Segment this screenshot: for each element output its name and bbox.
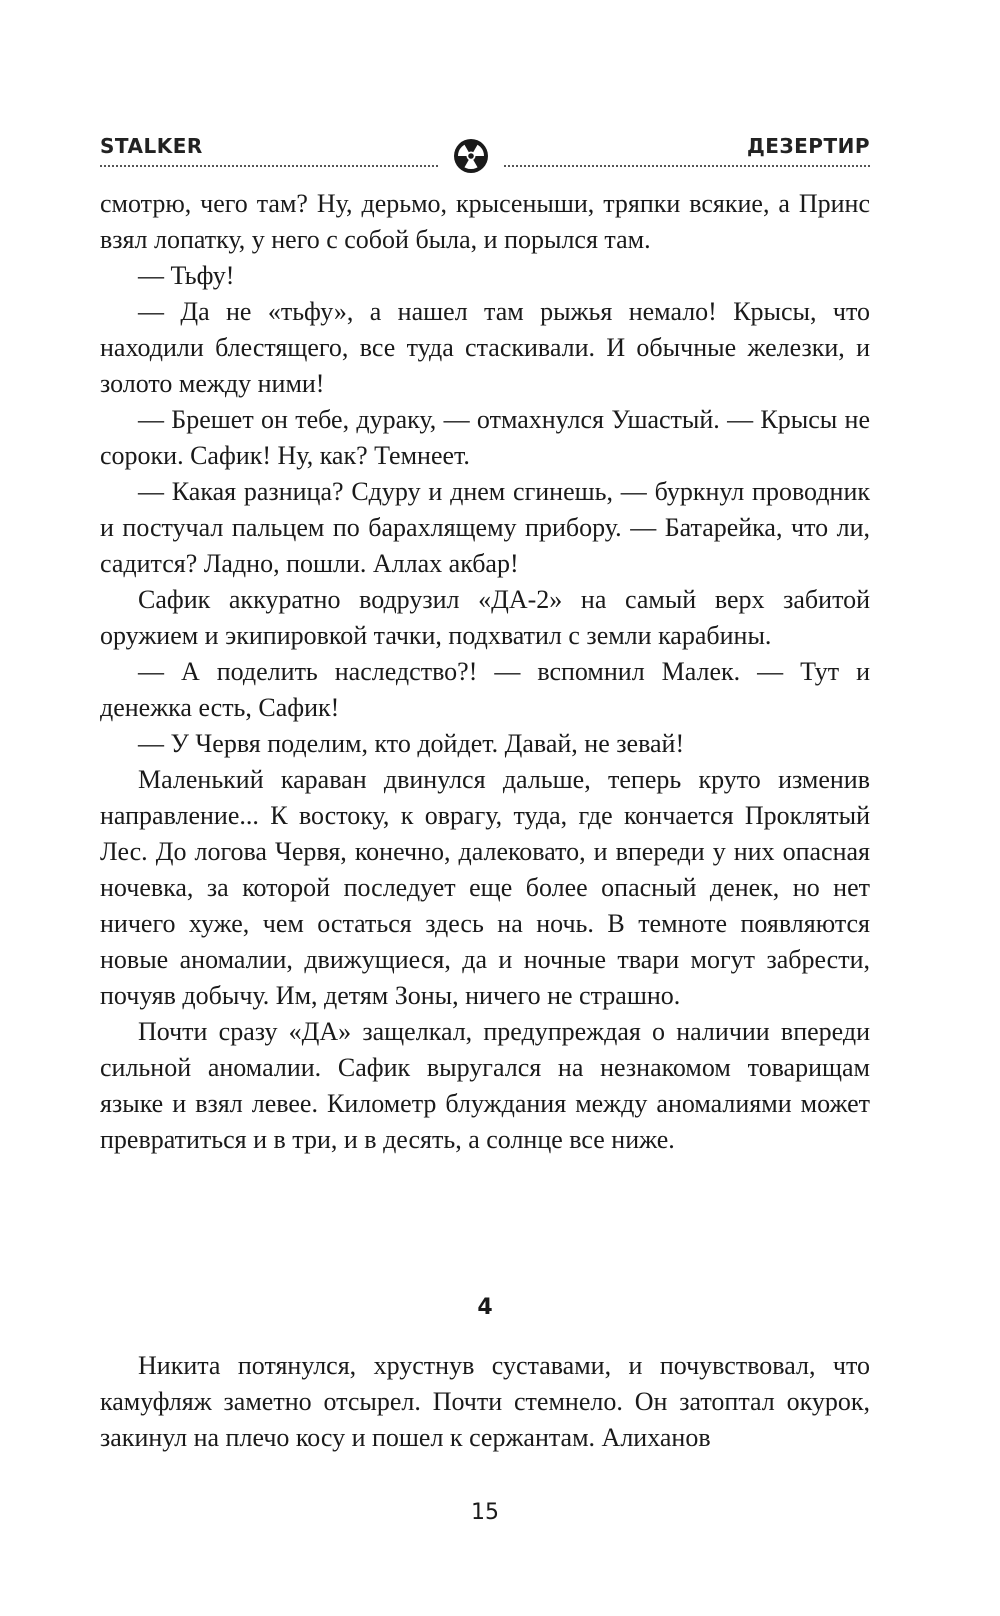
body-text (100, 186, 870, 1158)
radiation-icon (453, 138, 489, 174)
header-dotted-rule-right (504, 165, 870, 167)
header-dotted-rule-left (100, 165, 438, 167)
paragraph: смотрю, чего там? Ну, дерьмо, крысеныши, тряпки всякие, а Принс взял лопатку, у него с собой была, и порылся там. (100, 189, 870, 254)
paragraph: — А поделить наследство?! — вспомнил Малек. — Тут и денежка есть, Сафик! (100, 657, 870, 722)
running-header (100, 130, 870, 174)
series-title: STALKER (100, 134, 203, 158)
book-title: ДЕЗЕРТИР (746, 134, 870, 158)
paragraph: Маленький караван двинулся дальше, теперь круто изменив направление... К востоку, к оврагу, туда, где кончается Проклятый Лес. До логова Червя, конечно, далековато, и впереди у них опасная ночевка, за которой последует еще более опасный денек, но нет ничего хуже, чем остаться здесь на ночь. В темноте появляются новые аномалии, движущиеся, да и ночные твари могут забрести, почуяв добычу. Им, детям Зоны, ничего не страшно. (100, 765, 870, 1010)
paragraph: — У Червя поделим, кто дойдет. Давай, не зевай! (138, 729, 685, 758)
paragraph: — Тьфу! (138, 261, 235, 290)
chapter-number: 4 (477, 1295, 493, 1320)
paragraph: — Какая разница? Сдуру и днем сгинешь, — буркнул проводник и постучал пальцем по барахлящему прибору. — Батарейка, что ли, садится? Ладно, пошли. Аллах акбар! (100, 477, 870, 578)
paragraph: — Брешет он тебе, дураку, — отмахнулся Ушастый. — Крысы не сороки. Сафик! Ну, как? Темнеет. (100, 405, 870, 470)
page-number: 15 (471, 1500, 499, 1525)
paragraph: Почти сразу «ДА» защелкал, предупреждая о наличии впереди сильной аномалии. Сафик выругался на незнакомом товарищам языке и взял левее. Километр блуждания между аномалиями может превратиться и в три, и в десять, а солнце все ниже. (100, 1017, 870, 1154)
paragraph: — Да не «тьфу», а нашел там рыжья немало! Крысы, что находили блестящего, все туда стаскивали. И обычные железки, и золото между ними! (100, 297, 870, 398)
paragraph: Никита потянулся, хрустнув суставами, и почувствовал, что камуфляж заметно отсырел. Почти стемнело. Он затоптал окурок, закинул на плечо косу и пошел к сержантам. Алиханов (100, 1351, 870, 1452)
chapter-body-text (100, 1348, 870, 1456)
paragraph: Сафик аккуратно водрузил «ДА-2» на самый верх забитой оружием и экипировкой тачки, подхватил с земли карабины. (100, 585, 870, 650)
